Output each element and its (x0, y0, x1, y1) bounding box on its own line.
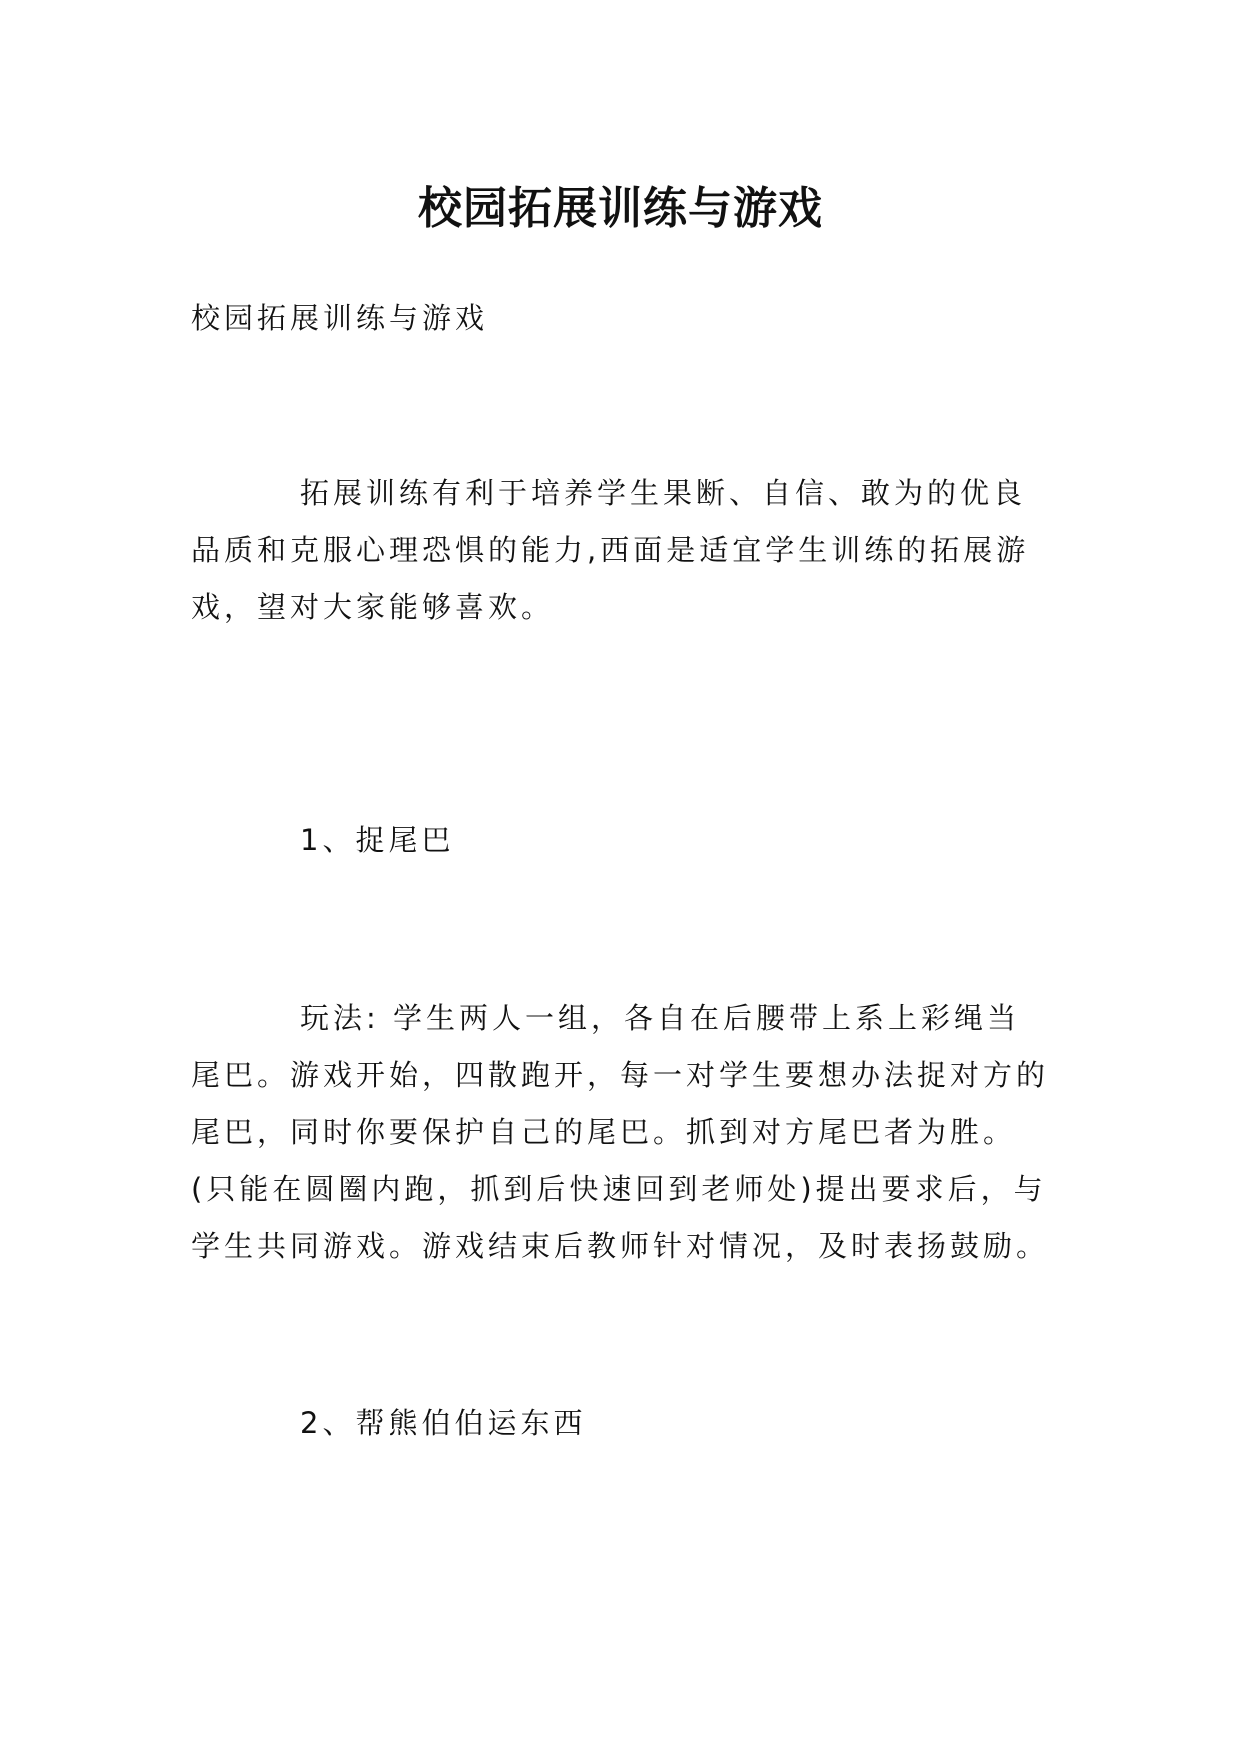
document-subtitle: 校园拓展训练与游戏 (191, 301, 489, 335)
intro-paragraph: 拓展训练有利于培养学生果断、自信、敢为的优良品质和克服心理恐惧的能力,西面是适宜学生训练的拓展游戏，望对大家能够喜欢。 (191, 476, 1030, 624)
section-heading: 2、帮熊伯伯运东西 (300, 1406, 587, 1440)
document-title: 校园拓展训练与游戏 (418, 183, 823, 235)
section-heading: 1、捉尾巴 (300, 823, 455, 857)
section-paragraph: 玩法: 学生两人一组，各自在后腰带上系上彩绳当尾巴。游戏开始，四散跑开，每一对学生要想办法捉对方的尾巴，同时你要保护自己的尾巴。抓到对方尾巴者为胜。(只能在圆圈内跑，抓到后快速回到老师处)提出要求后，与学生共同游戏。游戏结束后教师针对情况，及时表扬鼓励。 (191, 1001, 1050, 1263)
